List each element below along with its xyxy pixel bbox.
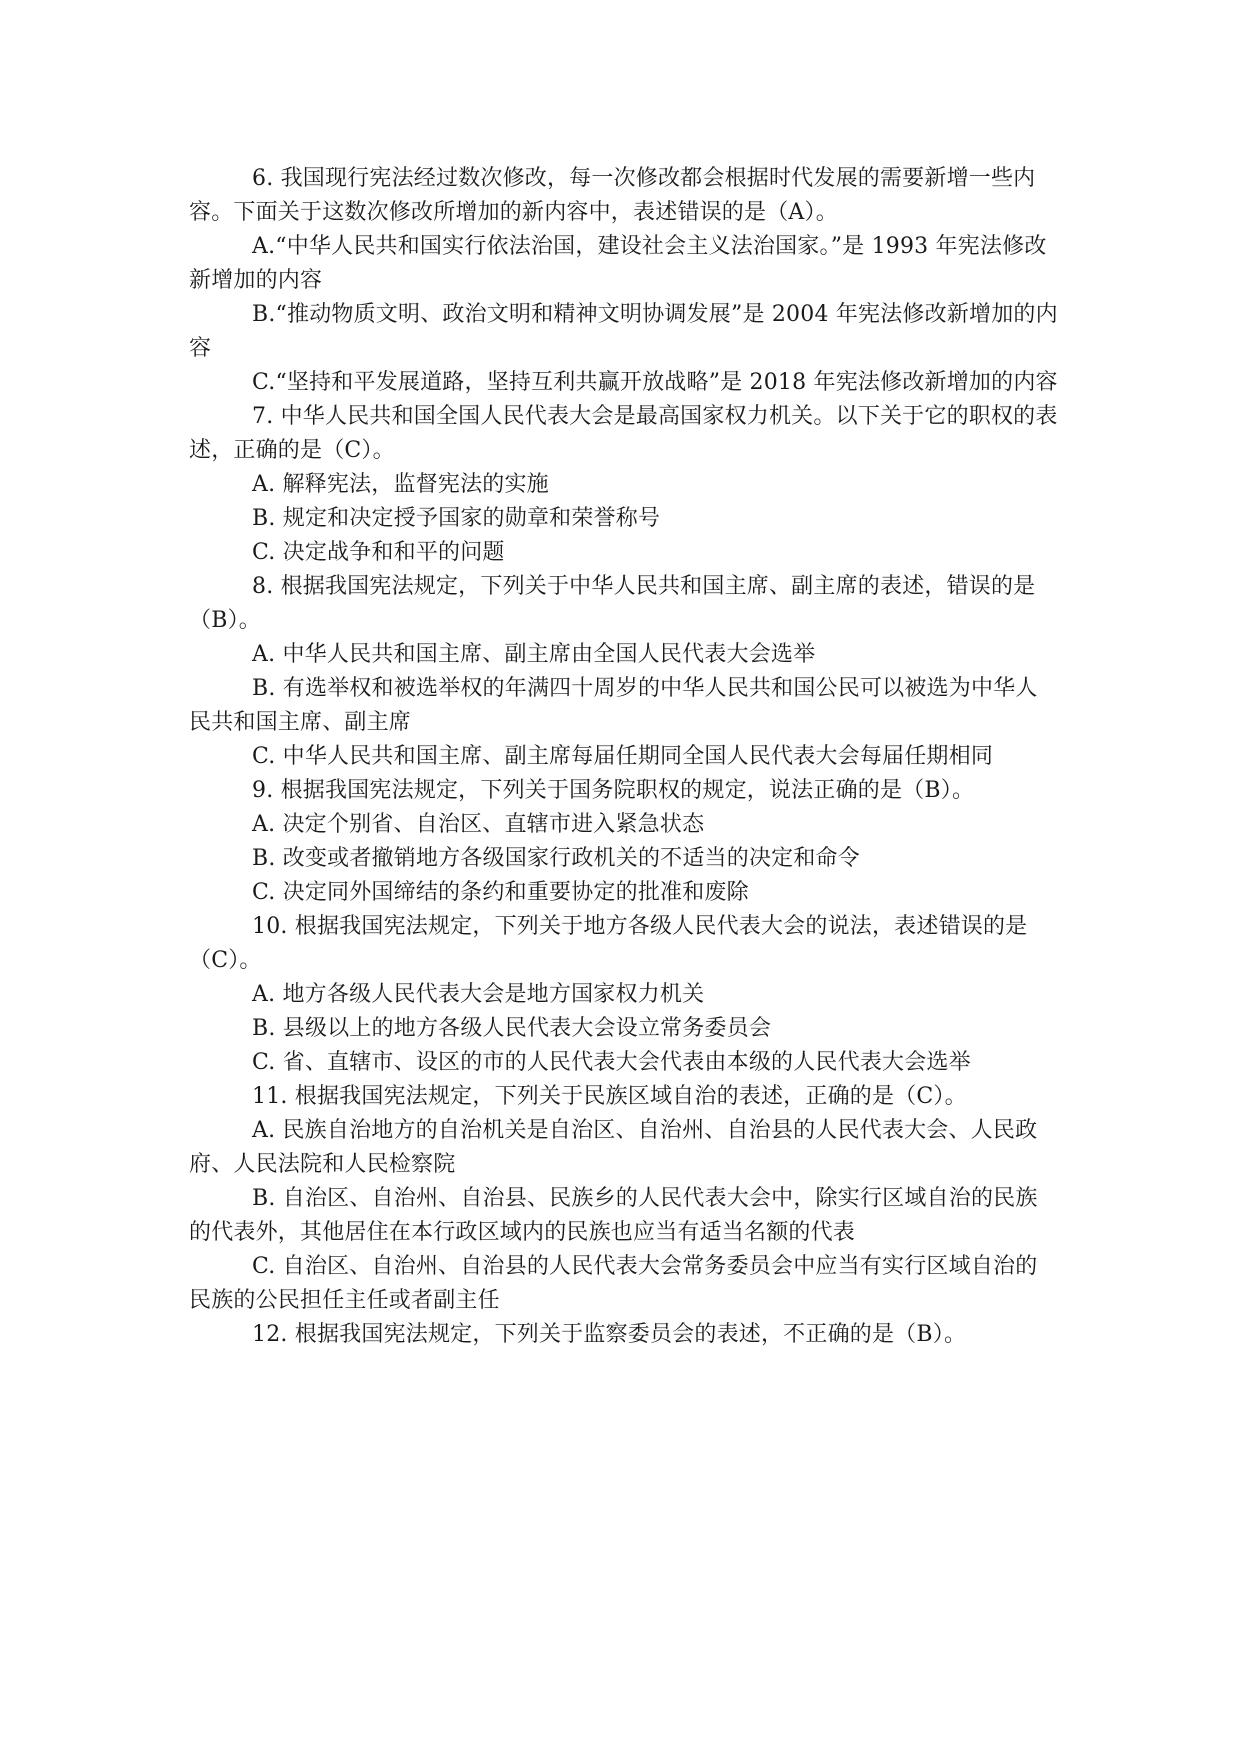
question-10-stem: 10. 根据我国宪法规定，下列关于地方各级人民代表大会的说法，表述错误的是（C）。 [189, 914, 1028, 973]
question-10-option-b: B. 县级以上的地方各级人民代表大会设立常务委员会 [252, 1016, 772, 1041]
question-9-option-b: B. 改变或者撤销地方各级国家行政机关的不适当的决定和命令 [252, 846, 860, 871]
question-11-stem: 11. 根据我国宪法规定，下列关于民族区域自治的表述，正确的是（C）。 [252, 1084, 967, 1109]
question-7-stem: 7. 中华人民共和国全国人民代表大会是最高国家权力机关。以下关于它的职权的表述，正确的是（C）。 [189, 404, 1058, 463]
question-8-option-a: A. 中华人民共和国主席、副主席由全国人民代表大会选举 [252, 642, 816, 667]
question-7-option-c: C. 决定战争和和平的问题 [252, 540, 505, 565]
question-9-option-a: A. 决定个别省、自治区、直辖市进入紧急状态 [252, 812, 705, 837]
question-11-option-c: C. 自治区、自治州、自治县的人民代表大会常务委员会中应当有实行区域自治的民族的公民担任主任或者副主任 [189, 1254, 1038, 1313]
question-7-option-b: B. 规定和决定授予国家的勋章和荣誉称号 [252, 506, 661, 531]
question-10-option-c: C. 省、直辖市、设区的市的人民代表大会代表由本级的人民代表大会选举 [252, 1050, 971, 1075]
question-8-option-b: B. 有选举权和被选举权的年满四十周岁的中华人民共和国公民可以被选为中华人民共和国主席、副主席 [189, 676, 1038, 735]
question-9-option-c: C. 决定同外国缔结的条约和重要协定的批准和废除 [252, 880, 749, 905]
question-11-option-b: B. 自治区、自治州、自治县、民族乡的人民代表大会中，除实行区域自治的民族的代表外，其他居住在本行政区域内的民族也应当有适当名额的代表 [189, 1186, 1038, 1245]
question-6-option-c: C.“坚持和平发展道路，坚持互利共赢开放战略”是 2018 年宪法修改新增加的内容 [252, 370, 1058, 395]
question-11-option-a: A. 民族自治地方的自治机关是自治区、自治州、自治县的人民代表大会、人民政府、人民法院和人民检察院 [189, 1118, 1038, 1177]
question-10-option-a: A. 地方各级人民代表大会是地方国家权力机关 [252, 982, 705, 1007]
question-12-stem: 12. 根据我国宪法规定，下列关于监察委员会的表述，不正确的是（B）。 [252, 1322, 967, 1347]
question-7-option-a: A. 解释宪法，监督宪法的实施 [252, 472, 549, 497]
document-body [189, 162, 1059, 1352]
question-8-stem: 8. 根据我国宪法规定，下列关于中华人民共和国主席、副主席的表述，错误的是（B）。 [189, 574, 1036, 633]
question-6-option-b: B.“推动物质文明、政治文明和精神文明协调发展”是 2004 年宪法修改新增加的内容 [189, 302, 1058, 361]
question-6-stem: 6. 我国现行宪法经过数次修改，每一次修改都会根据时代发展的需要新增一些内容。下面关于这数次修改所增加的新内容中，表述错误的是（A）。 [189, 166, 1036, 225]
question-8-option-c: C. 中华人民共和国主席、副主席每届任期同全国人民代表大会每届任期相同 [252, 744, 994, 769]
question-9-stem: 9. 根据我国宪法规定，下列关于国务院职权的规定，说法正确的是（B）。 [252, 778, 975, 803]
question-6-option-a: A.“中华人民共和国实行依法治国，建设社会主义法治国家。”是 1993 年宪法修改新增加的内容 [189, 234, 1047, 293]
